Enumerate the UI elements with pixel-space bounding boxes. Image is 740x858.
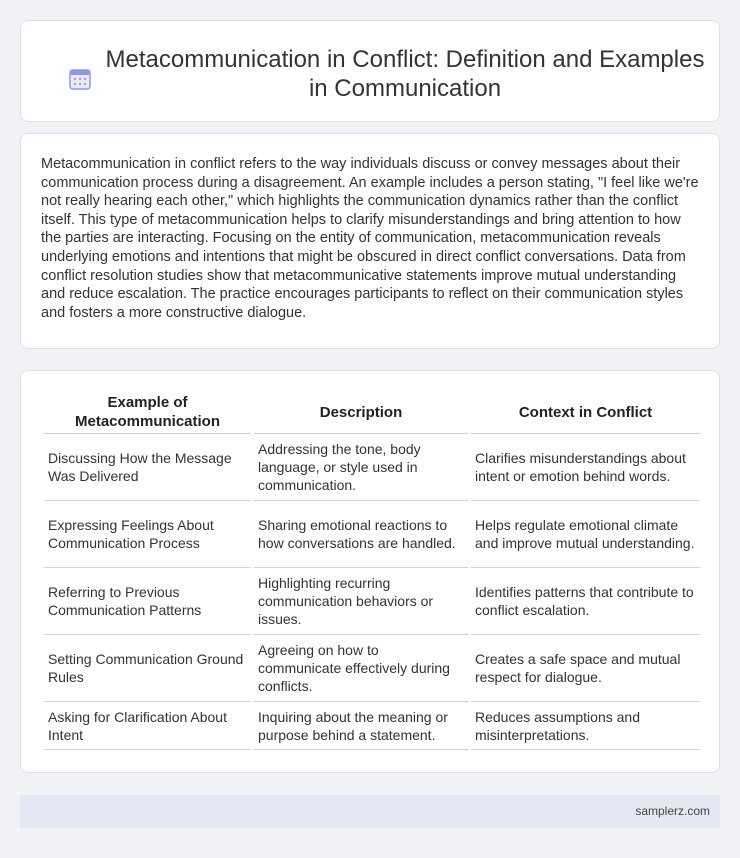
intro-card [20, 133, 720, 349]
table-cell: Creates a safe space and mutual respect for dialogue. [471, 635, 700, 702]
footer-site-link[interactable]: samplerz.com [635, 804, 710, 818]
footer-bar [20, 795, 720, 828]
table-row [44, 568, 700, 635]
table-cell: Addressing the tone, body language, or style used in communication. [254, 434, 468, 501]
table-cell: Agreeing on how to communicate effectively during conflicts. [254, 635, 468, 702]
table-cell: Referring to Previous Communication Patterns [44, 568, 251, 635]
title-card [20, 20, 720, 122]
table-cell: Reduces assumptions and misinterpretations. [471, 702, 700, 750]
table-cell: Helps regulate emotional climate and improve mutual understanding. [471, 501, 700, 568]
table-cell: Asking for Clarification About Intent [44, 702, 251, 750]
table-card [20, 370, 720, 773]
table-header-row [44, 391, 700, 434]
intro-paragraph: Metacommunication in conflict refers to the way individuals discuss or convey messages about their communication process during a disagreement. An example includes a person stating, "I feel like we're not really hearing each other," which highlights the communication dynamics rather than the conflict itself. This type of metacommunication helps to clarify misunderstandings and bring attention to how the parties are interacting. Focusing on the entity of communication, metacommunication reveals underlying emotions and intentions that might be obscured in direct conflict conversations. Data from conflict resolution studies show that metacommunicative statements improve mutual understanding and reduce escalation. The practice encourages participants to reflect on their communication styles and fosters a more constructive dialogue. [41, 156, 699, 321]
examples-table [41, 391, 703, 750]
page-title: Metacommunication in Conflict: Definition and Examples in Communication [105, 46, 705, 102]
table-row [44, 635, 700, 702]
column-header-example: Example of Metacommunication [44, 391, 251, 434]
table-cell: Sharing emotional reactions to how conversations are handled. [254, 501, 468, 568]
table-row [44, 501, 700, 568]
table-cell: Identifies patterns that contribute to conflict escalation. [471, 568, 700, 635]
table-cell: Discussing How the Message Was Delivered [44, 434, 251, 501]
table-row [44, 702, 700, 750]
table-cell: Inquiring about the meaning or purpose behind a statement. [254, 702, 468, 750]
table-cell: Highlighting recurring communication behaviors or issues. [254, 568, 468, 635]
table-cell: Clarifies misunderstandings about intent or emotion behind words. [471, 434, 700, 501]
column-header-description: Description [254, 391, 468, 434]
table-row [44, 434, 700, 501]
column-header-context: Context in Conflict [471, 391, 700, 434]
table-cell: Expressing Feelings About Communication Process [44, 501, 251, 568]
table-cell: Setting Communication Ground Rules [44, 635, 251, 702]
